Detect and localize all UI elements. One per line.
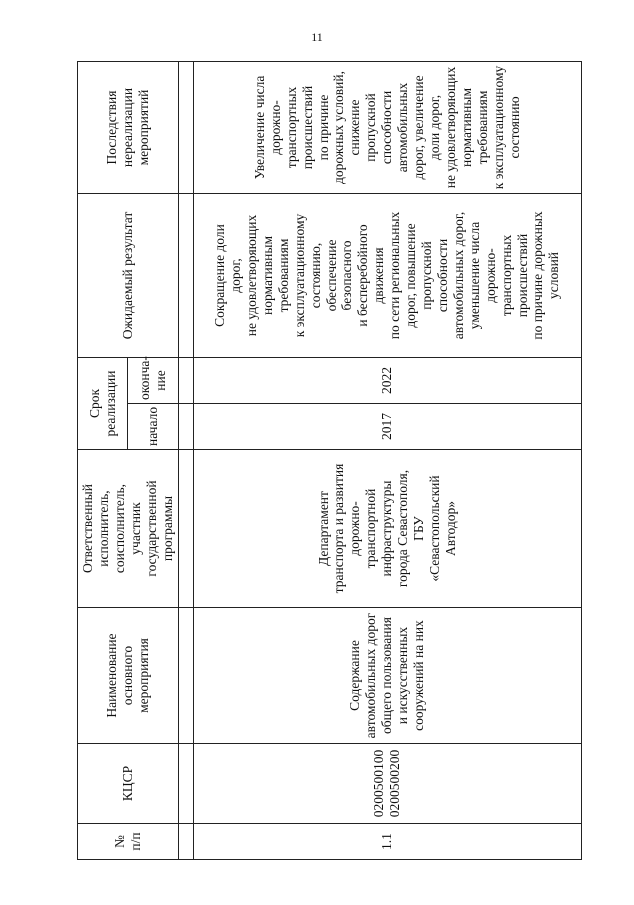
cell-line: ГБУ [411, 516, 427, 541]
cell-line: по сети региональных [387, 211, 403, 340]
cell-line: транспорта и развития [331, 463, 347, 594]
cell-line: нормативным [458, 88, 474, 167]
cell-line: и бесперебойного [355, 224, 371, 327]
cell-line: дорог, [227, 258, 243, 293]
cell-line: ние [152, 370, 168, 391]
cell-line: Увеличение числа [251, 75, 267, 180]
cell-line: основного [119, 645, 135, 706]
cell-line: КЦСР [119, 765, 135, 802]
cell-line: 0200500200 [387, 749, 403, 818]
cell-line: «Севастопольский [426, 475, 442, 582]
cell-line: по причине [315, 94, 331, 161]
header-name [78, 608, 179, 744]
cell-line: дорог, повышение [403, 223, 419, 328]
row-result [193, 193, 581, 357]
cell-line: транспортных [283, 86, 299, 169]
cell-line: дорожно- [482, 248, 498, 303]
cell-line: не удовлетворяющих [243, 214, 259, 337]
cell-line: дорог, увеличение [411, 75, 427, 180]
cell-line: автомобильных [395, 82, 411, 173]
cell-line: Последствия [103, 90, 119, 165]
header-executor [78, 450, 179, 608]
cell-line: к эксплуатационному [490, 65, 506, 190]
cell-line: сооружений на них [411, 620, 427, 731]
cell-line: и искусственных [395, 626, 411, 725]
header-result [78, 193, 179, 357]
cell-line: состоянию [506, 96, 522, 159]
cell-line: к эксплуатационному [291, 213, 307, 338]
cell-line: способности [434, 238, 450, 313]
cell-line: Ожидаемый результат [119, 211, 135, 340]
cell-line: Срок [86, 388, 102, 419]
cell-line: Департамент [315, 491, 331, 566]
cell-line: 2022 [379, 367, 395, 394]
cell-line: дорожных условий, [331, 71, 347, 184]
cell-line: происшествий [299, 85, 315, 170]
header-no [78, 824, 179, 860]
header-end [128, 357, 178, 403]
activities-table [77, 61, 582, 860]
cell-line: безопасного [339, 240, 355, 311]
cell-line: транспортной [363, 488, 379, 569]
cell-line: участник [127, 502, 143, 555]
header-start [128, 404, 178, 450]
header-kcsr [78, 744, 179, 824]
cell-line: Наименование [103, 633, 119, 718]
cell-line: нормативным [259, 236, 275, 315]
row-no [193, 824, 581, 860]
cell-line: мероприятий [135, 89, 151, 166]
cell-line: 2017 [379, 413, 395, 440]
cell-line: п/п [127, 832, 143, 851]
cell-line: соисполнитель, [111, 483, 127, 574]
cell-line: пропускной [419, 241, 435, 310]
cell-line: доли дорог, [426, 94, 442, 161]
cell-line: Ответственный [80, 484, 95, 573]
cell-line: дорожно- [267, 100, 283, 155]
row-start [193, 404, 581, 450]
cell-line: автомобильных дорог, [450, 211, 466, 340]
table-row [193, 61, 581, 859]
rotated-table-container [77, 62, 562, 860]
header-consequences [78, 61, 179, 193]
cell-line: государственной [143, 480, 159, 577]
cell-line: мероприятия [135, 638, 151, 713]
cell-line: исполнитель, [95, 490, 111, 567]
page-number: 11 [311, 30, 323, 44]
cell-line: не удовлетворяющих [442, 66, 458, 189]
cell-line: пропускной [363, 93, 379, 162]
row-executor [193, 450, 581, 608]
cell-line: требованиям [275, 238, 291, 313]
row-end [193, 357, 581, 403]
cell-line: дорожно- [347, 501, 363, 556]
cell-line: движения [371, 247, 387, 304]
cell-line: уменьшение числа [466, 221, 482, 330]
cell-line: нереализации [119, 87, 135, 168]
cell-line: 0200500100 [371, 749, 387, 818]
cell-line: Сокращение доли [212, 224, 228, 327]
cell-line: инфраструктуры [379, 480, 395, 577]
cell-line: автомобильных дорог [363, 612, 379, 739]
row-kcsr [193, 744, 581, 824]
cell-line: 1.1 [379, 833, 395, 850]
cell-line: начало [144, 406, 160, 446]
cell-line: требованиям [474, 90, 490, 165]
cell-line: обеспечение [323, 239, 339, 312]
header-period [78, 357, 128, 449]
cell-line: снижение [347, 99, 363, 156]
cell-line: происшествий [514, 233, 530, 318]
cell-line: по причине дорожных [530, 211, 546, 340]
cell-line: № [111, 835, 127, 848]
cell-line: способности [379, 90, 395, 165]
cell-line: транспортных [498, 234, 514, 317]
cell-line: оконча- [136, 356, 152, 400]
cell-line: условий [546, 251, 562, 300]
cell-line: состоянию, [307, 242, 323, 309]
cell-line: программы [159, 495, 175, 562]
cell-line: реализации [102, 370, 118, 437]
cell-line: Автодор» [442, 501, 458, 556]
spacer-row [178, 61, 193, 859]
row-consequences [193, 61, 581, 193]
row-name [193, 608, 581, 744]
cell-line: общего пользования [379, 617, 395, 734]
cell-line: города Севастополя, [395, 469, 411, 588]
cell-line: Содержание [347, 640, 363, 711]
